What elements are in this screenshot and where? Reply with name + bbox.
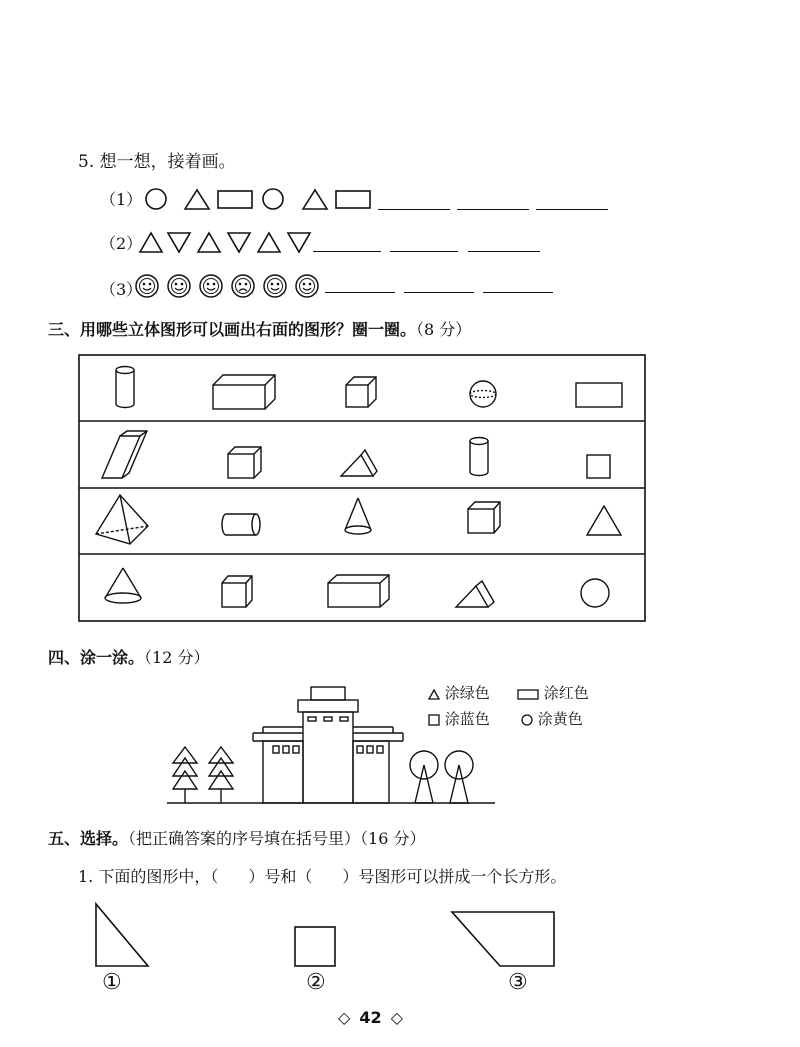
section-5-text: 五、选择。	[48, 829, 129, 848]
smiley-icon	[296, 275, 318, 297]
triangle-shape	[303, 190, 327, 209]
cuboid-shape	[102, 431, 147, 478]
answer-blank[interactable]	[313, 251, 381, 252]
rectangle-shape	[576, 383, 622, 407]
legend-item-rectangle	[517, 682, 589, 703]
answer-blank[interactable]	[536, 209, 608, 210]
round-tree-right	[445, 751, 473, 803]
diamond-icon: ◇	[338, 1008, 351, 1027]
solid-shapes-table	[78, 354, 648, 624]
triangle-icon	[428, 688, 440, 700]
row-2-label: （2）	[100, 234, 143, 253]
cube-shape	[228, 447, 261, 478]
triangle-down-shape	[168, 233, 190, 252]
section-3-points: （8 分）	[416, 320, 472, 339]
triangle-up-shape	[140, 233, 162, 252]
pine-tree-left	[173, 747, 197, 803]
smiley-icon	[264, 275, 286, 297]
answer-blank[interactable]	[457, 209, 529, 210]
circle-shape	[581, 579, 609, 607]
triangle-up-shape	[198, 233, 220, 252]
cube-shape	[468, 502, 500, 533]
cylinder-shape	[470, 438, 488, 476]
question-1-part-a: 1. 下面的图形中，（	[78, 867, 219, 886]
pine-tree-right	[209, 747, 233, 803]
section-4-points: （12 分）	[144, 648, 210, 667]
page-number: 42	[359, 1008, 382, 1027]
option-1-label[interactable]: ①	[102, 970, 122, 995]
circle-shape	[263, 189, 283, 209]
rectangle-shape	[218, 191, 252, 208]
triangular-prism-shape	[341, 450, 377, 476]
answer-blank[interactable]	[468, 251, 540, 252]
row-2-shapes	[138, 230, 318, 256]
triangle-up-shape	[258, 233, 280, 252]
answer-blank[interactable]	[378, 209, 450, 210]
row-3-faces	[134, 273, 324, 301]
row-1-label: （1）	[100, 190, 143, 209]
option-3-label[interactable]: ③	[508, 970, 528, 995]
cube-shape	[222, 576, 252, 607]
circle-icon	[521, 714, 533, 726]
cuboid-shape	[213, 375, 275, 409]
smiley-icon	[168, 275, 190, 297]
answer-blank[interactable]	[483, 292, 553, 293]
square-shape	[587, 455, 610, 478]
legend-item-triangle	[428, 682, 490, 703]
triangular-prism-shape	[456, 581, 494, 607]
section-5-title	[48, 826, 425, 849]
page-footer	[338, 1008, 403, 1027]
option-2-label[interactable]: ②	[306, 970, 326, 995]
smiley-icon	[136, 275, 158, 297]
right-triangle-shape	[96, 904, 148, 966]
sad-face-icon	[232, 275, 254, 297]
row-3-label: （3）	[100, 280, 143, 299]
legend-text: 涂蓝色	[444, 710, 490, 728]
building	[253, 687, 403, 803]
question-1-part-c: ）号图形可以拼成一个长方形。	[342, 867, 567, 886]
legend-text: 涂黄色	[537, 710, 583, 728]
square-shape	[295, 927, 335, 966]
section-4-title	[48, 645, 209, 668]
pyramid-shape	[96, 495, 148, 544]
legend-text: 涂红色	[543, 684, 589, 702]
cone-shape	[345, 498, 371, 534]
cuboid-shape	[328, 575, 389, 607]
circle-shape	[146, 189, 166, 209]
square-icon	[428, 714, 440, 726]
smiley-icon	[200, 275, 222, 297]
triangle-down-shape	[288, 233, 310, 252]
cylinder-shape	[116, 367, 134, 408]
diamond-icon: ◇	[390, 1008, 404, 1027]
triangle-shape	[185, 190, 209, 209]
question-5-title: 5. 想一想，接着画。	[78, 152, 236, 172]
option-shapes	[90, 900, 570, 972]
row-1-shapes	[140, 185, 380, 215]
question-1-part-b: ）号和（	[248, 867, 313, 886]
triangle-down-shape	[228, 233, 250, 252]
trapezoid-shape	[452, 912, 554, 966]
legend-item-square	[428, 708, 490, 729]
cube-shape	[346, 377, 376, 407]
rectangle-icon	[517, 688, 539, 700]
cylinder-on-side-shape	[222, 514, 260, 535]
triangle-shape	[587, 506, 621, 535]
section-3-title	[48, 317, 471, 340]
section-3-text: 三、用哪些立体图形可以画出右面的图形？圈一圈。	[48, 320, 417, 339]
round-tree-left	[410, 751, 438, 803]
legend-text: 涂绿色	[444, 684, 490, 702]
section-5-note: （把正确答案的序号填在括号里）（16 分）	[128, 829, 426, 848]
legend-item-circle	[521, 708, 583, 729]
answer-blank[interactable]	[390, 251, 458, 252]
question-1	[78, 864, 566, 887]
rectangle-shape	[336, 191, 370, 208]
answer-blank[interactable]	[404, 292, 474, 293]
cone-shape	[105, 568, 141, 603]
sphere-shape	[470, 381, 496, 407]
section-4-text: 四、涂一涂。	[48, 648, 145, 667]
answer-blank[interactable]	[325, 292, 395, 293]
